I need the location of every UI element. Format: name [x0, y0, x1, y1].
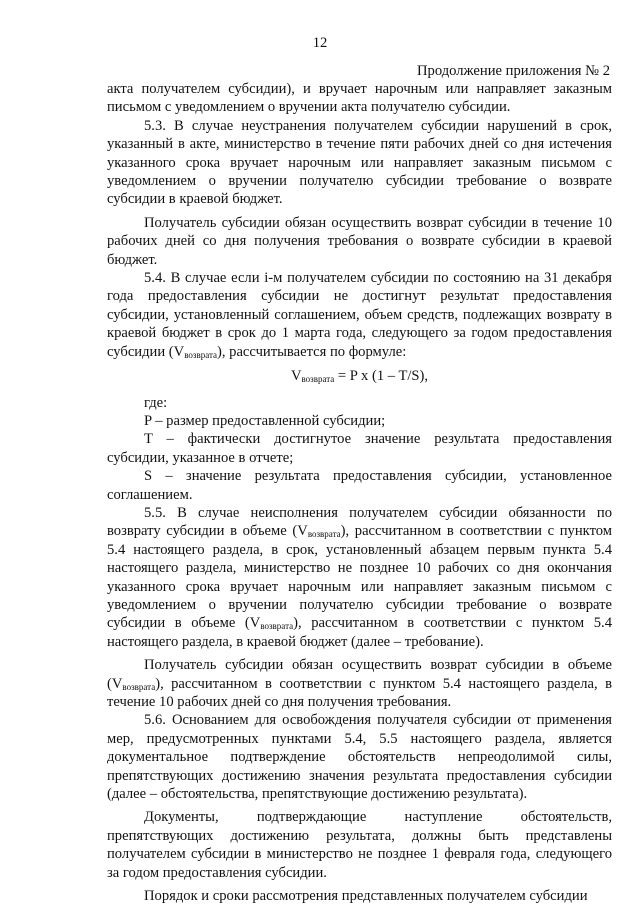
formula-subscript: возврата	[301, 374, 335, 385]
text-run: ), рассчитанном в соответствии с пунктом 5.4 настоящего раздела, в краевой бюджет (далее – требование).	[107, 615, 612, 650]
appendix-continuation-note: Продолжение приложения № 2	[417, 63, 610, 79]
definition-p: P – размер предоставленной субсидии;	[144, 412, 386, 429]
subscript: возврата	[122, 681, 156, 692]
text-run: ), рассчитывается по формуле:	[217, 343, 407, 360]
paragraph: Порядок и сроки рассмотрения представленных получателем субсидии	[144, 888, 588, 905]
subscript: возврата	[307, 529, 341, 540]
text-run: 5.5. В случае неисполнения получателем субсидии обязанности по возврату субсидии в объеме (V	[107, 504, 612, 540]
document-body	[107, 80, 612, 905]
paragraph: Документы, подтверждающие наступление обстоятельств, препятствующих достижению результата, должны быть представлены получателем субсидии в министерство не позднее 1 февраля года, следующего за годом предоставления субсидии.	[107, 809, 612, 881]
text-run: Получатель субсидии обязан осуществить возврат субсидии в объеме (V	[107, 657, 612, 692]
formula-variable: V	[290, 368, 302, 385]
paragraph: акта получателем субсидии), и вручает нарочным или направляет заказным письмом с уведомлением о вручении акта получателю субсидии.	[107, 81, 612, 116]
paragraph	[107, 656, 612, 711]
formula	[107, 367, 612, 385]
text-run: ), рассчитанном в соответствии с пунктом 5.4 настоящего раздела, в течение 10 рабочих дней со дня получения требования.	[107, 675, 612, 710]
paragraph-5-4	[107, 269, 612, 361]
where-label: где:	[144, 394, 168, 411]
text-run: 5.4. В случае если i-м получателем субсидии по состоянию на 31 декабря года предоставления субсидии не достигнут результат предоставления субсидии, установленный соглашением, объем средств, подлежащих возврату в краевой бюджет в срок до 1 марта года, следующего за годом предоставления субсидии (V	[107, 270, 612, 360]
text-run: ), рассчитанном в соответствии с пунктом 5.4 настоящего раздела, в срок, установленный абзацем первым пункта 5.4 настоящего раздела, министерство не позднее 10 рабочих со дня окончания указанного срока вручает нарочным или направляет заказным письмом с уведомлением о вручении получателю субсидии требование о возврате субсидии в объеме (V	[107, 523, 613, 632]
paragraph-5-6: 5.6. Основанием для освобождения получателя субсидии от применения мер, предусмотренных пунктами 5.4, 5.5 настоящего раздела, является документальное подтверждение обстоятельств непреодолимой силы, препятствующих достижению значения результата предоставления субсидии (далее – обстоятельства, препятствующие достижению результата).	[107, 712, 612, 803]
paragraph-5-3: 5.3. В случае неустранения получателем субсидии нарушений в срок, указанный в акте, министерство в течение пяти рабочих дней со дня истечения указанного срока вручает нарочным или направляет заказным письмом с уведомлением о вручении получателю субсидии требование о возврате субсидии в краевой бюджет.	[107, 117, 612, 208]
definition-s: S – значение результата предоставления субсидии, установленное соглашением.	[107, 468, 612, 503]
formula-expression: = P x (1 – T/S),	[334, 368, 429, 385]
subscript: возврата	[184, 349, 217, 360]
paragraph-5-5	[107, 504, 612, 651]
subscript: возврата	[260, 621, 294, 632]
paragraph: Получатель субсидии обязан осуществить возврат субсидии в течение 10 рабочих дней со дня получения требования о возврате субсидии в краевой бюджет.	[107, 214, 612, 268]
page-number: 12	[312, 35, 328, 51]
definition-t: T – фактически достигнутое значение результата предоставления субсидии, указанное в отчете;	[107, 431, 612, 466]
